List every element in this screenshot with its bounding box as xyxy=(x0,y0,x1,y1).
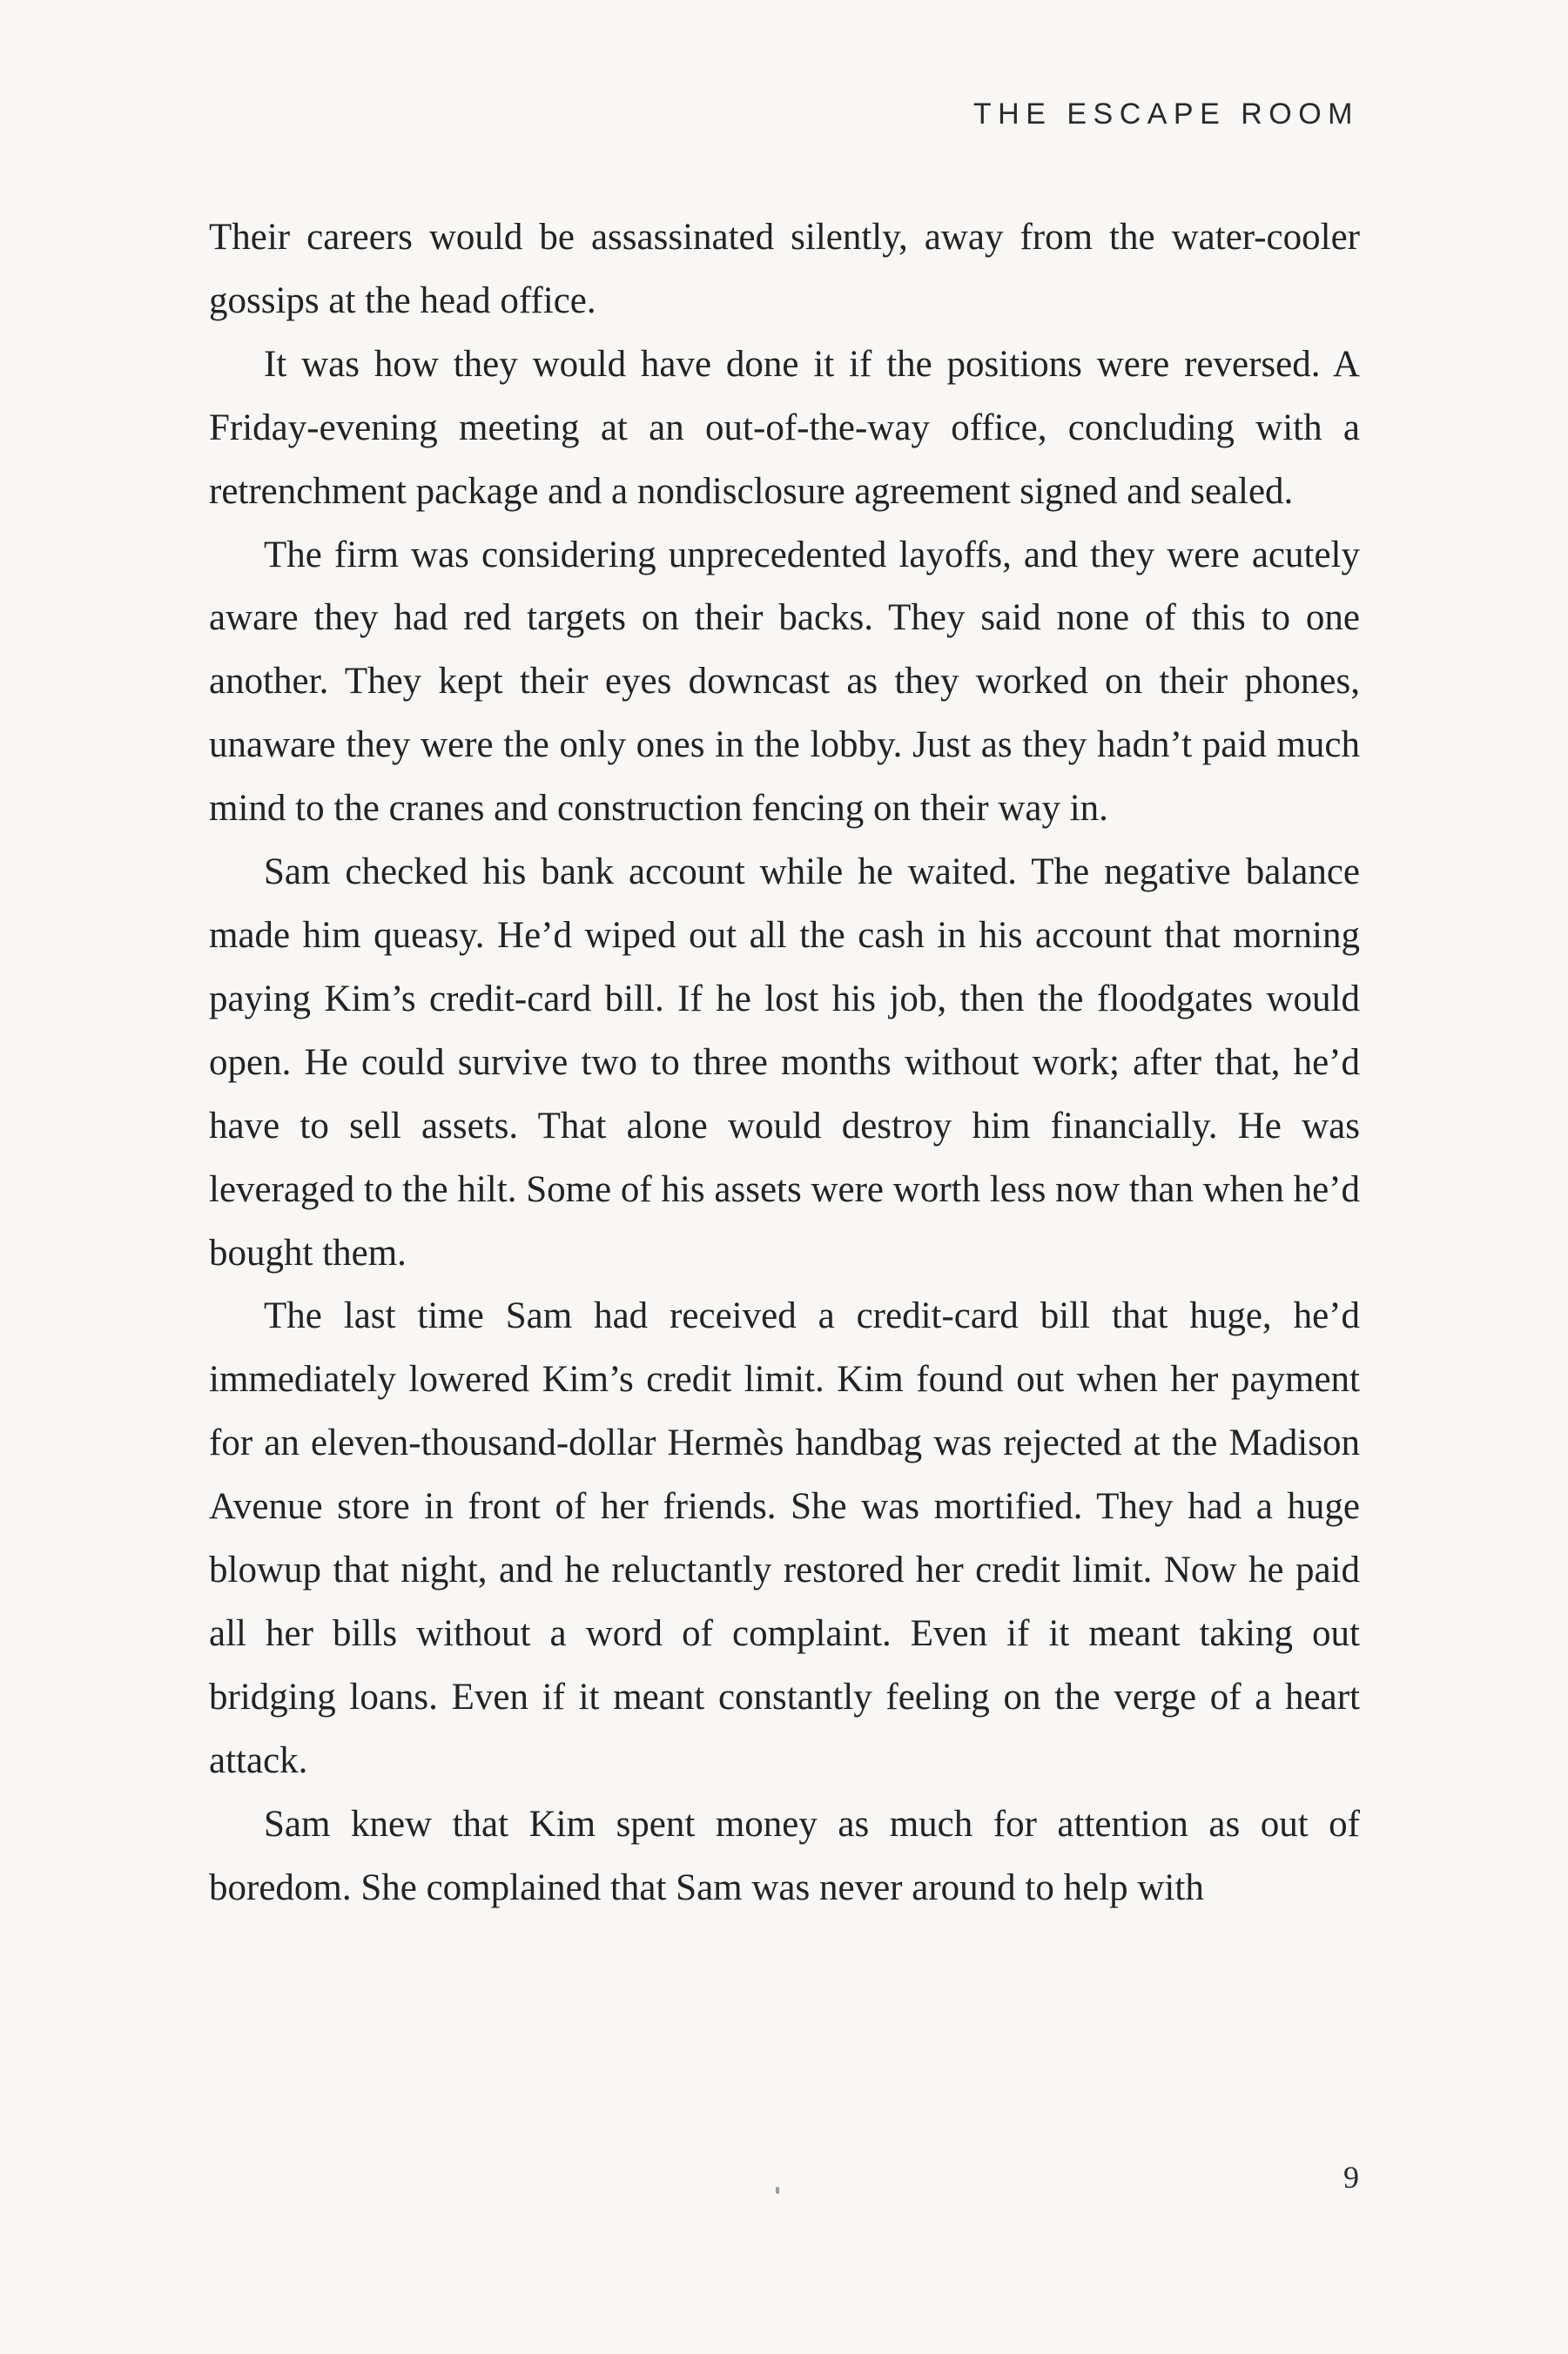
scan-speck xyxy=(776,2187,779,2194)
running-head: THE ESCAPE ROOM xyxy=(972,98,1359,131)
paragraph: The firm was considering unprecedented layoffs, and they were acutely aware they had red targets on their backs. They said none of this to one another. They kept their eyes downcast as they worked on their phones, unaware they were the only ones in the lobby. Just as they hadn’t paid much mind to the cranes and construction fencing on their way in. xyxy=(209,534,1360,830)
body-text xyxy=(209,206,1360,1920)
paragraph: It was how they would have done it if the positions were reversed. A Friday-evening meeting at an out-of-the-way office, concluding with a retrenchment package and a nondisclosure agreement signed and sealed. xyxy=(209,343,1360,512)
paragraph: Their careers would be assassinated silently, away from the water-cooler gossips at the head office. xyxy=(209,217,1360,321)
paragraph: Sam checked his bank account while he waited. The negative balance made him queasy. He’d wiped out all the cash in his account that morning paying Kim’s credit-card bill. If he lost his job, then the floodgates would open. He could survive two to three months without work; after that, he’d have to sell assets. That alone would destroy him financially. He was leveraged to the hilt. Some of his assets were worth less now than when he’d bought them. xyxy=(209,851,1360,1274)
page-number: 9 xyxy=(1343,2160,1359,2195)
paragraph: The last time Sam had received a credit-card bill that huge, he’d immediately lowered Kim’s credit limit. Kim found out when her payment for an eleven-thousand-dollar Hermès handbag was rejected at the Madison Avenue store in front of her friends. She was mortified. They had a huge blowup that night, and he reluctantly restored her credit limit. Now he paid all her bills without a word of complaint. Even if it meant taking out bridging loans. Even if it meant constantly feeling on the verge of a heart attack. xyxy=(209,1295,1360,1781)
paragraph: Sam knew that Kim spent money as much for attention as out of boredom. She complained that Sam was never around to help with xyxy=(209,1803,1360,1908)
